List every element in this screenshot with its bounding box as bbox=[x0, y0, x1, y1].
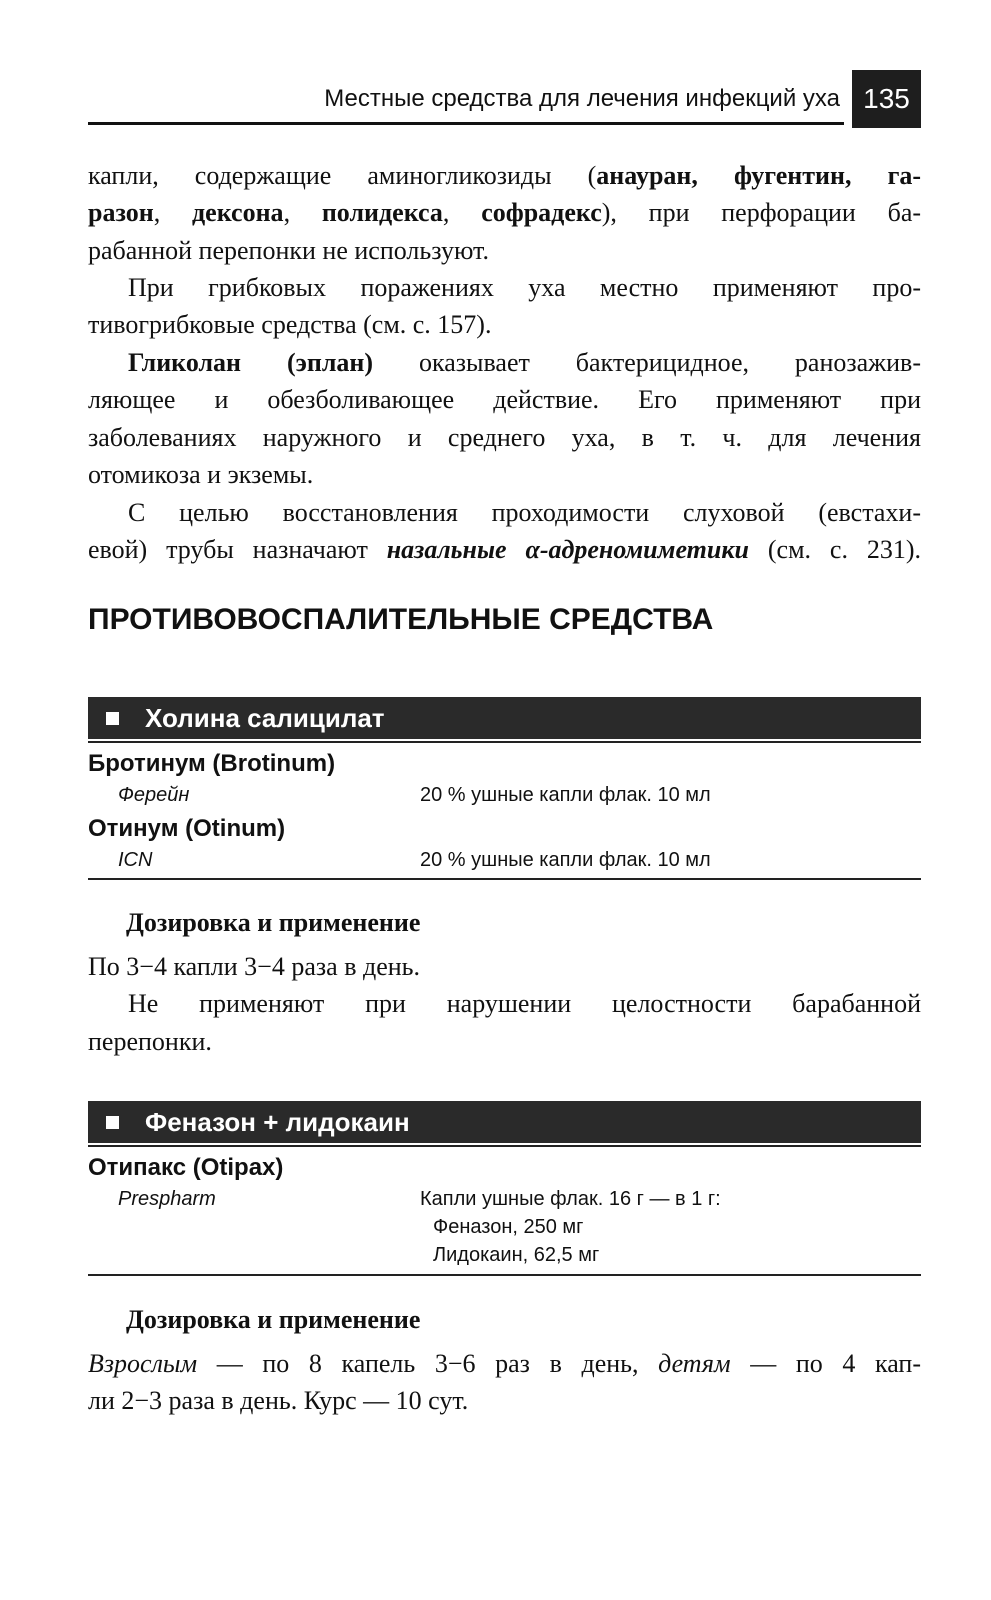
component: Лидокаин, 62,5 мг bbox=[433, 1244, 600, 1266]
dosage-text bbox=[88, 948, 921, 1060]
manufacturer: ICN bbox=[118, 849, 153, 871]
paragraph-aminoglycosides bbox=[88, 157, 921, 269]
drug-name: разон bbox=[88, 198, 154, 228]
drug-class-link: назальные α-адреномиметики bbox=[386, 535, 749, 565]
drug-name: Гликолан (эплан) bbox=[128, 348, 374, 377]
drug-name: га- bbox=[887, 161, 922, 190]
text-line: При грибковых поражениях уха местно применяют про- bbox=[128, 273, 921, 302]
patient-group: Взрослым bbox=[88, 1349, 198, 1378]
substance-header-choline-salicylate: Холина салицилат bbox=[88, 697, 921, 739]
product-name: Бротинум (Brotinum) bbox=[88, 750, 336, 777]
dosage-form: Капли ушные флак. 16 г — в 1 г: bbox=[420, 1188, 721, 1210]
paragraph-antifungal bbox=[88, 269, 921, 344]
table-rule bbox=[88, 741, 921, 743]
text-line: перепонки. bbox=[88, 1026, 212, 1056]
text-line: По 3−4 капли 3−4 раза в день. bbox=[88, 952, 421, 981]
square-bullet-icon bbox=[106, 712, 119, 725]
header-rule bbox=[88, 122, 844, 125]
dosage-form: 20 % ушные капли флак. 10 мл bbox=[420, 784, 711, 806]
text-line: разон, дексона, полидекса, софрадекс), при перфорации ба- bbox=[88, 198, 922, 228]
dosage-text bbox=[88, 1345, 921, 1420]
product-name: Отинум (Otinum) bbox=[88, 815, 286, 842]
patient-group: детям bbox=[658, 1349, 731, 1378]
text-line: отомикоза и экземы. bbox=[88, 460, 314, 490]
text-line: заболеваниях наружного и среднего уха, в т. ч. для лечения bbox=[88, 422, 921, 452]
component: Феназон, 250 мг bbox=[433, 1216, 584, 1238]
drug-name: полидекса bbox=[321, 198, 443, 228]
manufacturer: Prespharm bbox=[118, 1188, 216, 1210]
drug-name: дексона bbox=[192, 198, 284, 228]
drug-name: софрадекс bbox=[481, 198, 602, 228]
table-rule bbox=[88, 1274, 921, 1276]
page-number: 135 bbox=[852, 70, 921, 128]
text-line: евой) трубы назначают назальные α-адреномиметики (см. с. 231). bbox=[88, 535, 921, 565]
text-line: С целью восстановления проходимости слуховой (евстахи- bbox=[128, 498, 921, 527]
dosage-heading: Дозировка и применение bbox=[126, 908, 421, 937]
text-line: Не применяют при нарушении целостности барабанной bbox=[128, 989, 921, 1019]
table-rule bbox=[88, 1145, 921, 1147]
running-header bbox=[88, 70, 921, 128]
text-line: капли, содержащие аминогликозиды (анауран, фугентин, га- bbox=[88, 161, 922, 190]
running-title: Местные средства для лечения инфекций уха bbox=[324, 85, 840, 112]
drug-name: фугентин bbox=[733, 161, 846, 190]
text-line: ли 2−3 раза в день. Курс — 10 сут. bbox=[88, 1386, 469, 1416]
manufacturer: Ферейн bbox=[118, 784, 190, 806]
dosage-heading: Дозировка и применение bbox=[126, 1305, 421, 1334]
paragraph-tube bbox=[88, 494, 921, 569]
table-rule bbox=[88, 878, 921, 880]
paragraph-glycolan bbox=[88, 344, 921, 494]
product-name: Отипакс (Otipax) bbox=[88, 1154, 284, 1181]
text-line: рабанной перепонки не используют. bbox=[88, 235, 489, 265]
text-line: ляющее и обезболивающее действие. Его применяют при bbox=[88, 385, 921, 415]
section-title: ПРОТИВОВОСПАЛИТЕЛЬНЫЕ СРЕДСТВА bbox=[88, 603, 714, 636]
drug-name: анауран bbox=[596, 161, 692, 190]
substance-header-phenazone-lidocaine: Феназон + лидокаин bbox=[88, 1101, 921, 1143]
square-bullet-icon bbox=[106, 1116, 119, 1129]
dosage-form: 20 % ушные капли флак. 10 мл bbox=[420, 849, 711, 871]
text-line: тивогрибковые средства (см. с. 157). bbox=[88, 310, 492, 340]
text-line: Гликолан (эплан) оказывает бактерицидное, ранозажив- bbox=[128, 348, 921, 377]
text-line: Взрослым — по 8 капель 3−6 раз в день, детям — по 4 кап- bbox=[88, 1349, 922, 1378]
